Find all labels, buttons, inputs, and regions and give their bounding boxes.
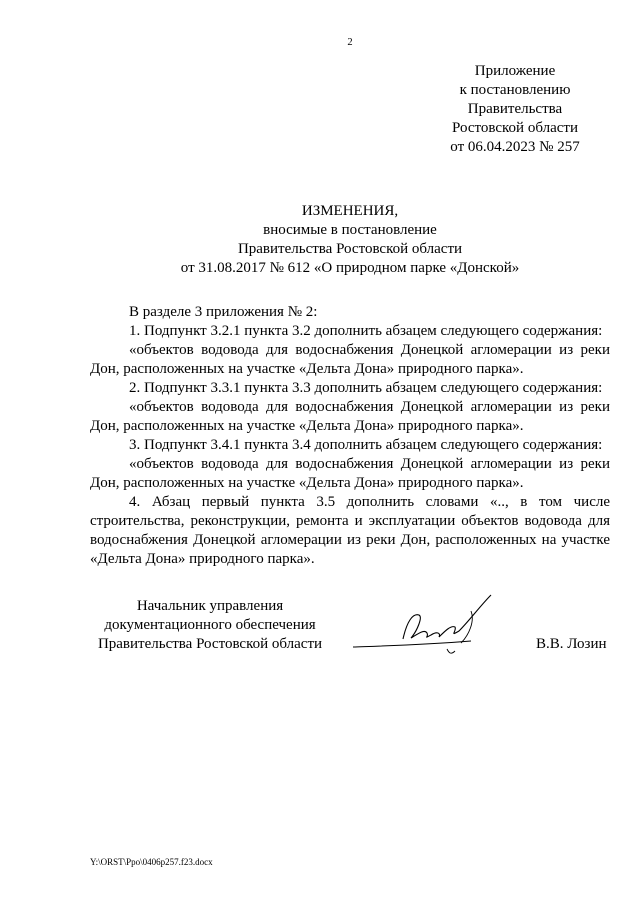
document-title xyxy=(100,202,600,278)
handwritten-signature xyxy=(351,591,511,661)
position-line: документационного обеспечения xyxy=(104,617,316,633)
appendix-line: Правительства xyxy=(467,101,563,117)
appendix-line: от 06.04.2023 № 257 xyxy=(450,139,580,155)
paragraph: «объектов водовода для водоснабжения Донецкой агломерации из реки Дон, расположенных на участке «Дельта Дона» природного парка». xyxy=(90,342,610,377)
file-path: Y:\ORST\Ppo\0406p257.f23.docx xyxy=(90,857,213,867)
paragraph: «объектов водовода для водоснабжения Донецкой агломерации из реки Дон, расположенных на участке «Дельта Дона» природного парка». xyxy=(90,399,610,434)
title-line: вносимые в постановление xyxy=(263,222,437,238)
appendix-line: Ростовской области xyxy=(452,120,578,136)
document-body xyxy=(90,303,610,569)
appendix-line: Приложение xyxy=(474,63,556,79)
paragraph: 4. Абзац первый пункта 3.5 дополнить словами «.., в том числе строительства, реконструкции, ремонта и эксплуатации объектов водовода для водоснабжения Донецкой агломерации из реки Дон, расположенных на участке «Дельта Дона» природного парка». xyxy=(90,494,610,567)
position-line: Начальник управления xyxy=(136,598,284,614)
title-line: Правительства Ростовской области xyxy=(237,241,463,257)
paragraph: «объектов водовода для водоснабжения Донецкой агломерации из реки Дон, расположенных на участке «Дельта Дона» природного парка». xyxy=(90,456,610,491)
paragraph: 1. Подпункт 3.2.1 пункта 3.2 дополнить абзацем следующего содержания: xyxy=(129,323,603,339)
paragraph: 2. Подпункт 3.3.1 пункта 3.3 дополнить абзацем следующего содержания: xyxy=(129,380,603,396)
title-heading: ИЗМЕНЕНИЯ, xyxy=(301,203,399,219)
paragraph: В разделе 3 приложения № 2: xyxy=(129,304,318,320)
signatory-name: В.В. Лозин xyxy=(536,636,607,652)
page-number: 2 xyxy=(347,37,353,48)
appendix-block xyxy=(430,62,600,157)
paragraph: 3. Подпункт 3.4.1 пункта 3.4 дополнить абзацем следующего содержания: xyxy=(129,437,603,453)
title-line: от 31.08.2017 № 612 «О природном парке «Донской» xyxy=(180,260,520,276)
appendix-line: к постановлению xyxy=(459,82,571,98)
signatory-position xyxy=(90,597,330,654)
position-line: Правительства Ростовской области xyxy=(97,636,323,652)
